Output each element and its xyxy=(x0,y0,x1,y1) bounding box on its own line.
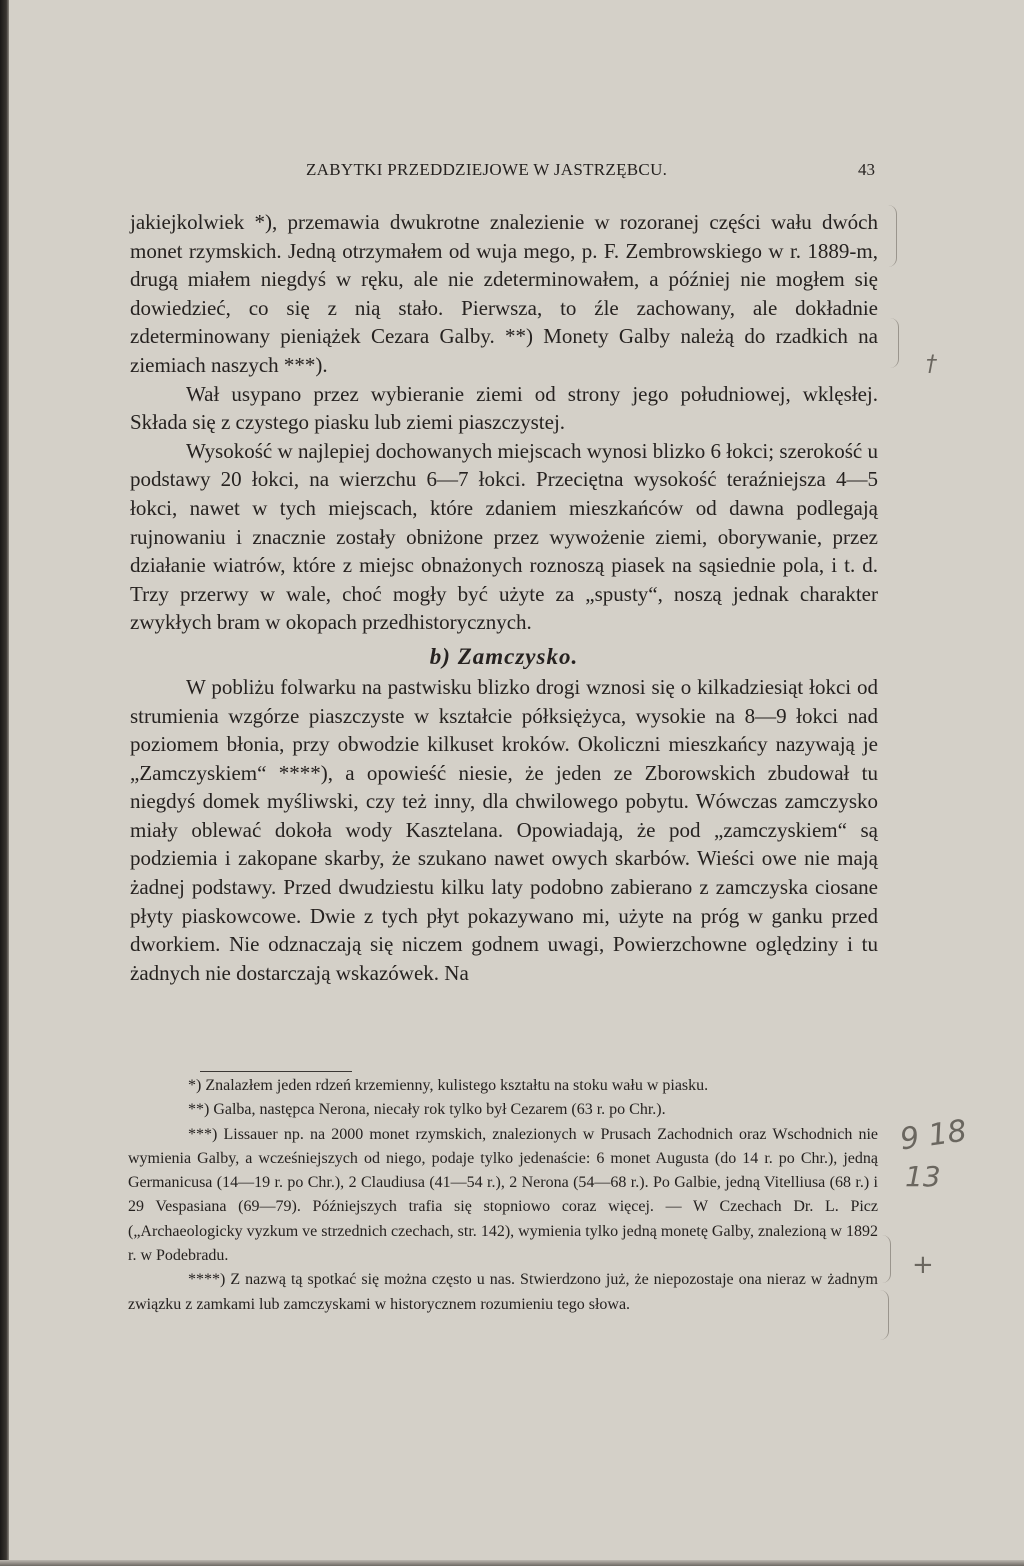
pencil-bracket xyxy=(890,318,899,368)
pencil-margin-note: 9 18 xyxy=(897,1113,969,1158)
paragraph: Wysokość w najlepiej dochowanych miejscach wynosi blizko 6 łokci; szerokość u podstawy 20 łokci, na wierzchu 6—7 łokci. Przeciętna wysokość teraźniejsza 4—5 łokci, nawet w tych miejscach, które zdaniem mieszkańców od dawna podlegają rujnowaniu i znacznie zostały obniżone przez wywożenie ziemi, oborywanie, przez działanie wiatrów, które z miejsc obnażonych roznoszą piasek na sąsiednie pola, i t. d. Trzy przerwy w wale, choć mogły być użyte za „spusty“, noszą jednak charakter zwykłych bram w okopach przedhistorycznych. xyxy=(130,438,878,635)
footnote: **) Galba, następca Nerona, niecały rok tylko był Cezarem (63 r. po Chr.). xyxy=(188,1101,666,1119)
pencil-bracket xyxy=(888,205,897,267)
pencil-margin-note: † xyxy=(926,352,937,377)
page-edge-bottom xyxy=(0,1560,1024,1566)
footnote-rule xyxy=(200,1071,352,1072)
pencil-bracket xyxy=(880,1290,889,1340)
footnotes xyxy=(128,1074,878,1317)
page-edge-shadow xyxy=(0,0,9,1566)
paragraph: jakiejkolwiek *), przemawia dwukrotne znalezienie w rozoranej części wału dwóch monet rzymskich. Jedną otrzymałem od wuja mego, p. F. Zembrowskiego w r. 1889-m, drugą miałem niegdyś w ręku, ale nie zdeterminowałem, a później nie mogłem się dowiedzieć, co się z nią stało. Pierwsza, to źle zachowany, ale dokładnie zdeterminowany pieniążek Cezara Galby. **) Monety Galby należą do rzadkich na ziemiach naszych ***). xyxy=(130,210,878,377)
section-heading: b) Zamczysko. xyxy=(429,643,579,669)
pencil-bracket xyxy=(882,1235,891,1283)
footnote: *) Znalazłem jeden rdzeń krzemienny, kulistego kształtu na stoku wału w piasku. xyxy=(188,1077,709,1094)
paragraph: Wał usypano przez wybieranie ziemi od strony jego południowej, wklęsłej. Składa się z czystego piasku lub ziemi piaszczystej. xyxy=(130,381,878,435)
footnote: ***) Lissauer np. na 2000 monet rzymskich, znalezionych w Prusach Zachodnich oraz Wschodnich nie wymienia Galby, a wcześniejszych od niego, podaje tylko jedenaście: 6 monet Augusta (do 14 r. po Chr.), jedną Germanicusa (14—19 r. po Chr.), 2 Claudiusa (41—54 r.), 2 Nerona (54—68 r.). Po Galbie, jedną Vitelliusa (68 r.) i 29 Vespasiana (69—79). Późniejszych trafia się stopniowo coraz więcej. — W Czechach Dr. L. Picz („Archaeologicky vyzkum ve strzednich czechach, str. 142), wymienia tylko jedną monetę Galby, znalezioną w 1892 r. w Podebradu. xyxy=(128,1125,878,1265)
page-number: 43 xyxy=(858,160,875,179)
pencil-margin-note: + xyxy=(912,1250,934,1280)
footnote: ****) Z nazwą tą spotkać się można często u nas. Stwierdzono już, że niepozostaje ona nieraz w żadnym związku z zamkami lub zamczyskami w historycznem rozumieniu tego słowa. xyxy=(128,1271,878,1313)
paragraph: W pobliżu folwarku na pastwisku blizko drogi wznosi się o kilkadziesiąt łokci od strumienia wzgórze piaszczyste w kształcie półksiężyca, wysokie na 8—9 łokci nad poziomem błonia, przy obwodzie kilkuset kroków. Okoliczni mieszkańcy nazywają je „Zamczyskiem“ ****), a opowieść niesie, że jeden ze Zborowskich zbudował tu niegdyś domek myśliwski, czy też inny, dla chwilowego pobytu. Wówczas zamczysko miały oblewać dokoła wody Kasztelana. Opowiadają, że pod „zamczyskiem“ są podziemia i zakopane skarby, że szukano nawet owych skarbów. Wieści owe nie mają żadnej podstawy. Przed dwudziestu kilku laty podobno zabierano z zamczyska ciosane płyty piaskowcowe. Dwie z tych płyt pokazywano mi, użyte na próg w ganku przed dworkiem. Nie odznaczają się niczem godnem uwagi, Powierzchowne oględziny i tu żadnych nie dostarczają wskazówek. Na xyxy=(130,674,878,985)
body-text xyxy=(130,208,878,987)
running-head-title: ZABYTKI PRZEDDZIEJOWE W JASTRZĘBCU. xyxy=(306,160,668,179)
running-head xyxy=(300,160,875,186)
pencil-margin-note: 13 xyxy=(905,1160,941,1193)
